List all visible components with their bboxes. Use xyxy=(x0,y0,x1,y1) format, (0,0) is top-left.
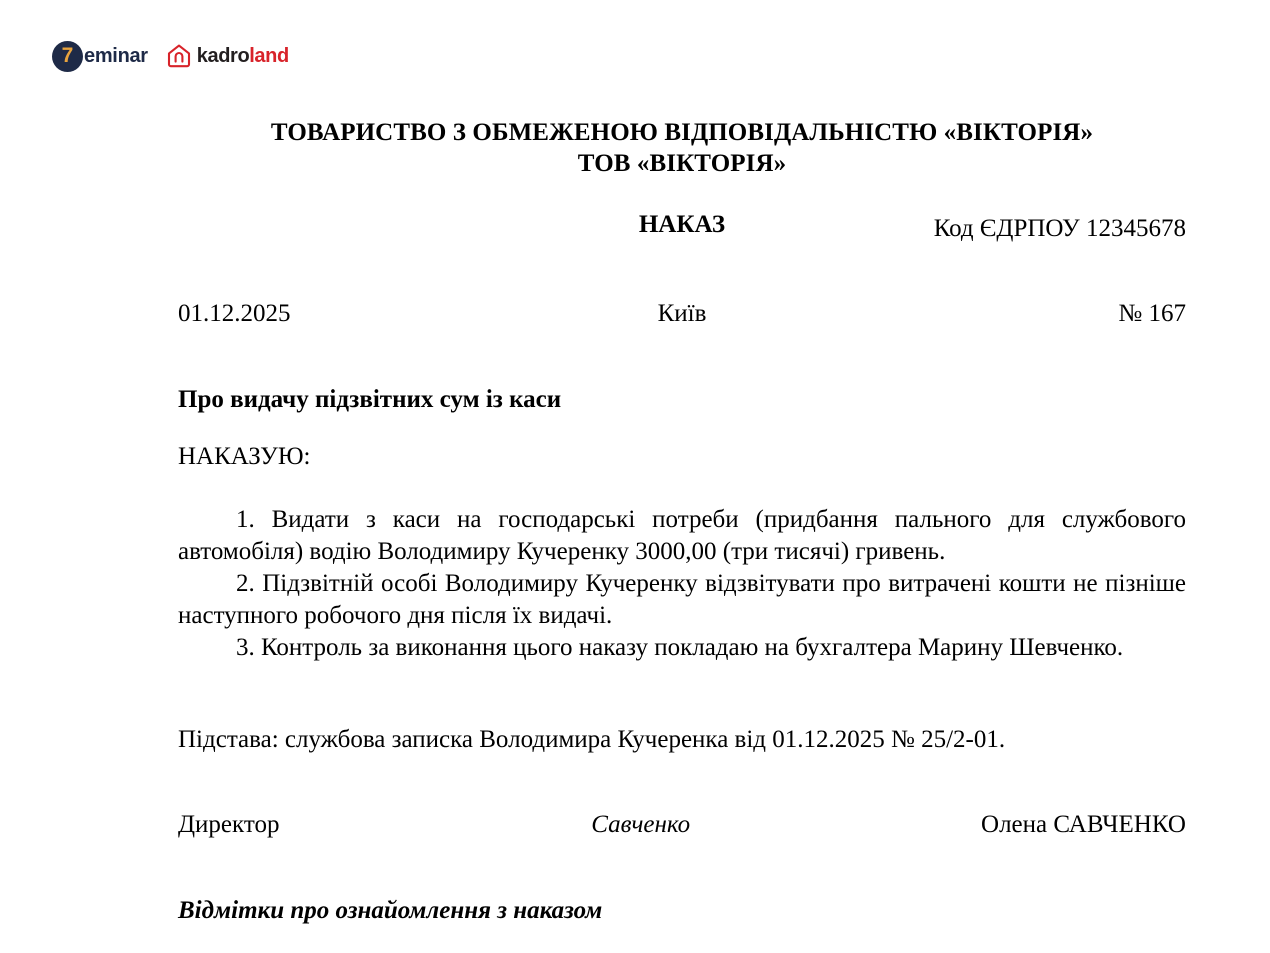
command-word: НАКАЗУЮ: xyxy=(178,443,311,470)
acknowledgement-note: Відмітки про ознайомлення з наказом xyxy=(178,896,603,924)
organization-full-name: ТОВАРИСТВО З ОБМЕЖЕНОЮ ВІДПОВІДАЛЬНІСТЮ «ВІКТОРІЯ» xyxy=(270,119,1094,146)
document-subject: Про видачу підзвітних сум із каси xyxy=(178,385,562,413)
signature-row xyxy=(178,811,1186,839)
seminar-wordmark: eminar xyxy=(84,44,148,67)
document-type-title: НАКАЗ xyxy=(638,210,726,238)
organization-short-name: ТОВ «ВІКТОРІЯ» xyxy=(577,149,787,177)
kadroland-word-dark: kadro xyxy=(196,44,250,67)
kadroland-word-red: land xyxy=(249,44,289,67)
handwritten-signature: Савченко xyxy=(591,811,691,838)
signer-role: Директор xyxy=(178,811,280,838)
seminar-seven-glyph: 7 xyxy=(61,43,74,67)
document-number: № 167 xyxy=(1118,300,1186,327)
document-date: 01.12.2025 xyxy=(178,300,291,327)
clause-item: 2. Підзвітній особі Володимиру Кучеренку відзвітувати про витрачені кошти не пізніше наступного робочого дня після їх видачі. xyxy=(178,569,1186,629)
clause-list xyxy=(178,504,1186,664)
edrpou-code: Код ЄДРПОУ 12345678 xyxy=(933,215,1186,242)
organization-heading xyxy=(178,118,1186,179)
clause-item: 1. Видати з каси на господарські потреби (придбання пального для службового автомобіля) водію Володимиру Кучеренку 3000,00 (три тисячі) гривень. xyxy=(178,505,1186,565)
seminar-logo[interactable] xyxy=(52,41,148,72)
clause-item: 3. Контроль за виконання цього наказу покладаю на бухгалтера Марину Шевченко. xyxy=(236,633,1124,661)
signer-name: Олена САВЧЕНКО xyxy=(981,811,1186,838)
seminar-circle-icon xyxy=(52,41,83,72)
order-document xyxy=(178,0,1186,924)
document-meta-row xyxy=(178,300,1186,328)
basis-line: Підстава: службова записка Володимира Кучеренка від 01.12.2025 № 25/2-01. xyxy=(178,725,1006,753)
document-city: Київ xyxy=(657,300,707,327)
